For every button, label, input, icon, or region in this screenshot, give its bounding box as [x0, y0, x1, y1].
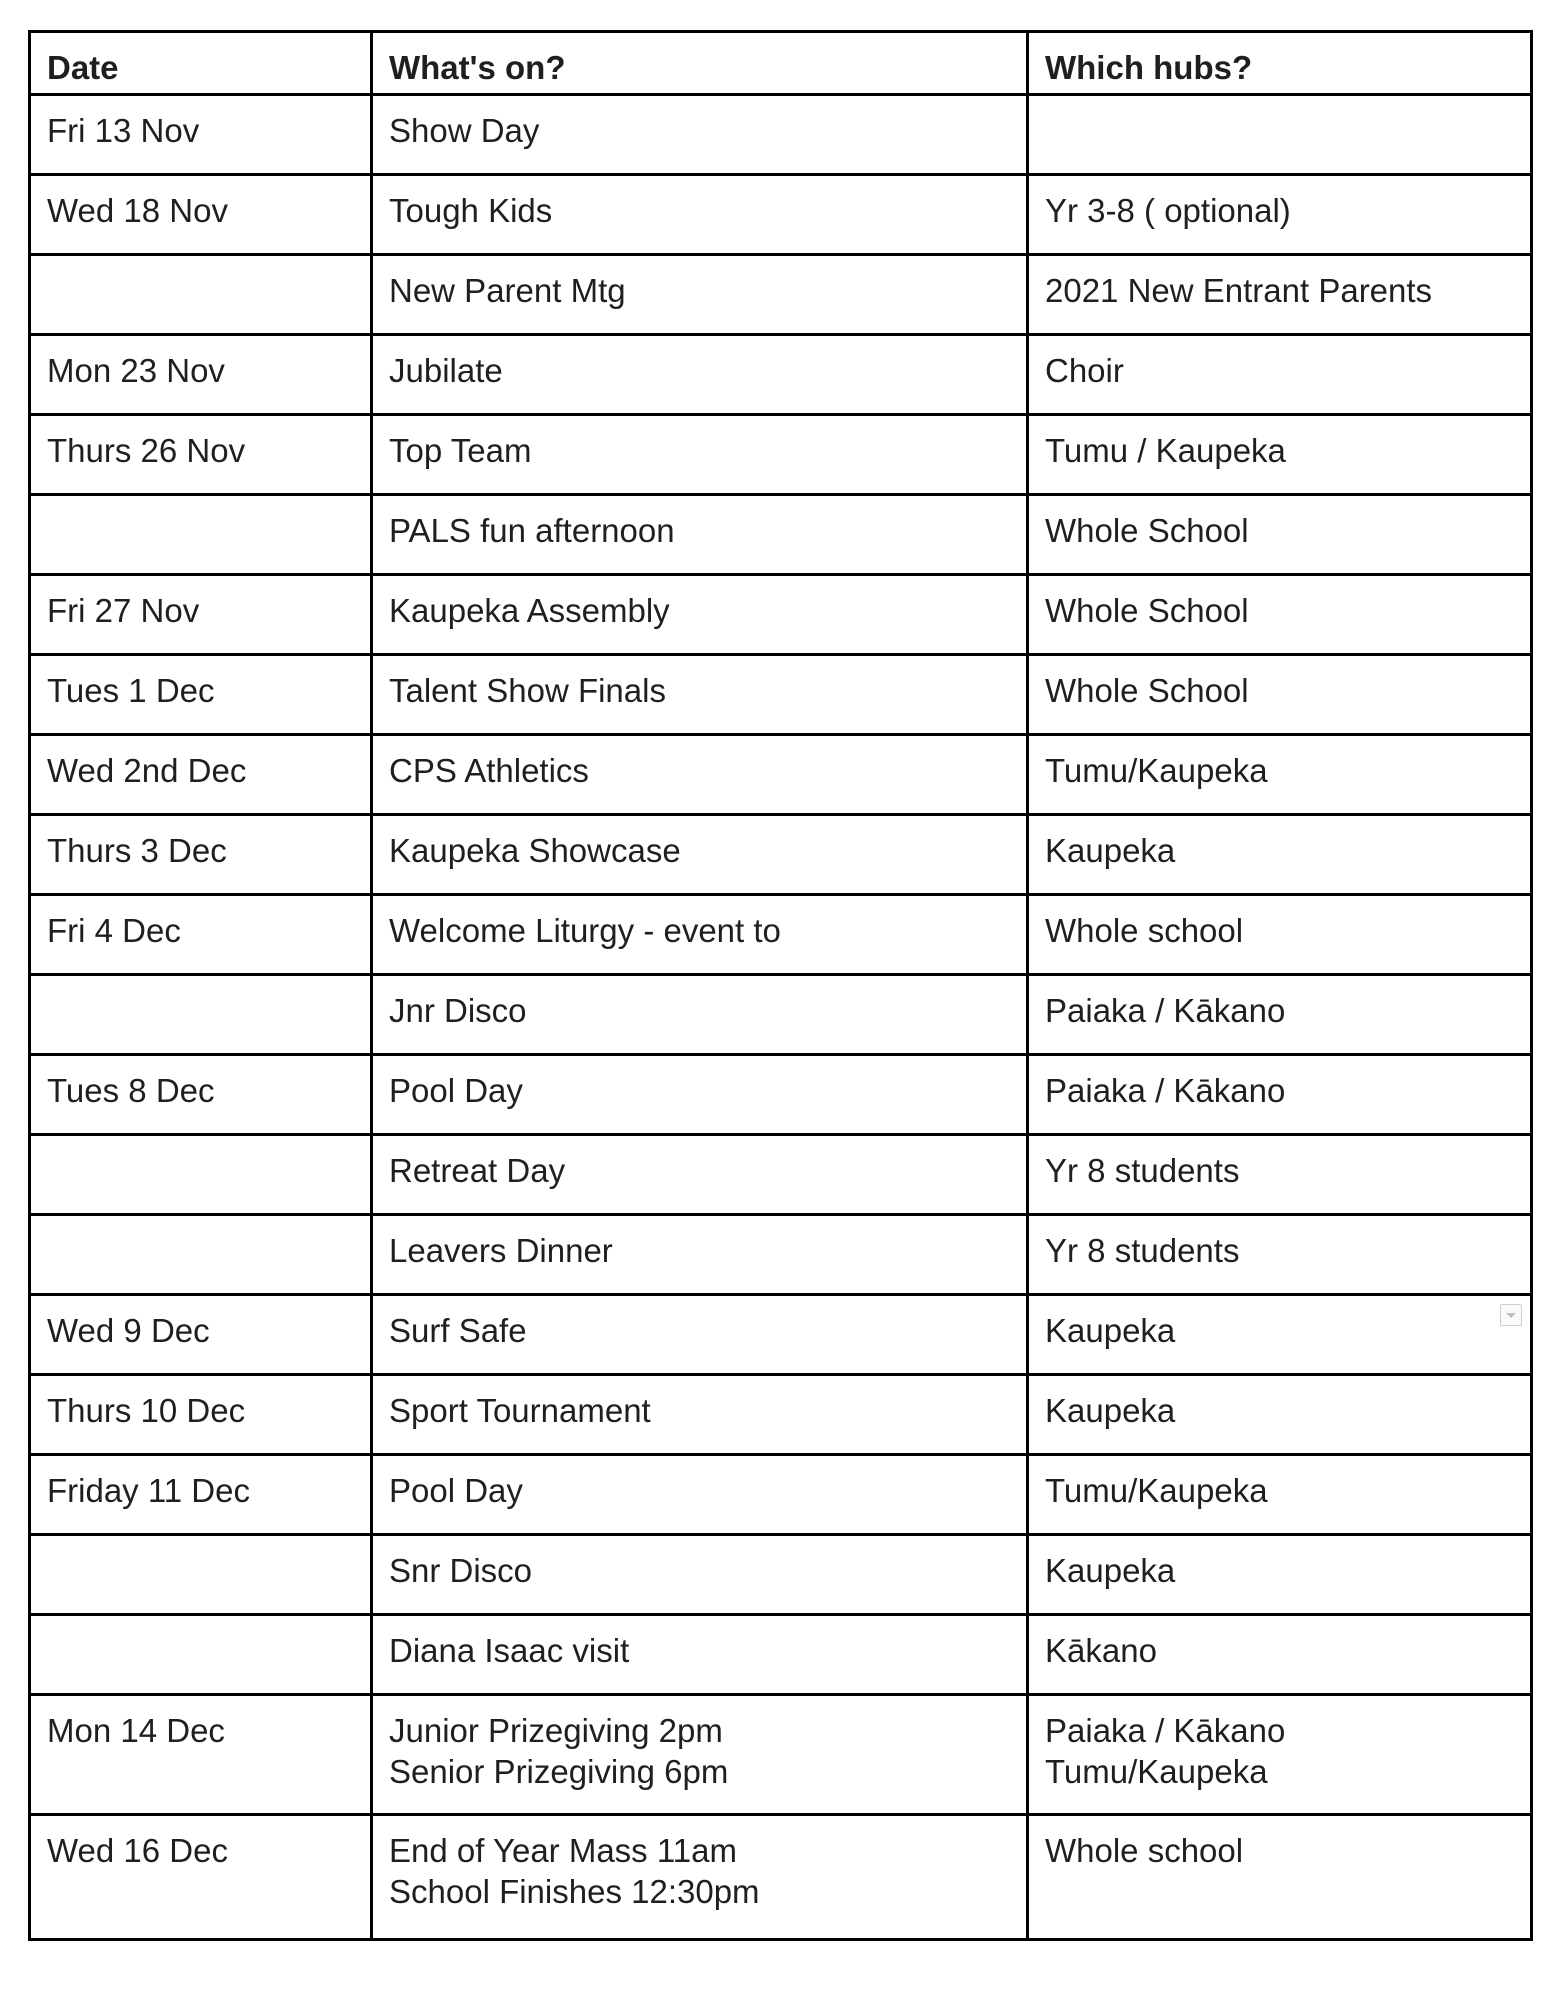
table-row [30, 815, 1532, 895]
table-row [30, 1455, 1532, 1535]
whats-on-cell: Junior Prizegiving 2pm Senior Prizegiving 6pm [372, 1695, 1028, 1815]
table-row [30, 575, 1532, 655]
whats-on-cell: Jubilate [372, 335, 1028, 415]
date-cell: Thurs 10 Dec [30, 1375, 372, 1455]
date-cell: Wed 2nd Dec [30, 735, 372, 815]
hubs-cell: Paiaka / Kākano Tumu/Kaupeka [1028, 1695, 1532, 1815]
whats-on-cell: Pool Day [372, 1055, 1028, 1135]
table-row [30, 1135, 1532, 1215]
hubs-cell: 2021 New Entrant Parents [1028, 255, 1532, 335]
whats-on-cell: CPS Athletics [372, 735, 1028, 815]
events-table [28, 30, 1533, 1941]
whats-on-cell: New Parent Mtg [372, 255, 1028, 335]
whats-on-cell: Welcome Liturgy - event to [372, 895, 1028, 975]
hubs-cell: Yr 8 students [1028, 1215, 1532, 1295]
header-whats-on: What's on? [372, 32, 1028, 95]
hubs-cell: Tumu / Kaupeka [1028, 415, 1532, 495]
table-row [30, 1055, 1532, 1135]
table-row [30, 1695, 1532, 1815]
table-row [30, 1615, 1532, 1695]
hubs-cell [1028, 95, 1532, 175]
table-row [30, 1215, 1532, 1295]
whats-on-cell: Diana Isaac visit [372, 1615, 1028, 1695]
hubs-cell: Paiaka / Kākano [1028, 975, 1532, 1055]
date-cell: Fri 27 Nov [30, 575, 372, 655]
hubs-cell: Paiaka / Kākano [1028, 1055, 1532, 1135]
date-cell [30, 1215, 372, 1295]
table-row [30, 495, 1532, 575]
hubs-cell: Whole School [1028, 495, 1532, 575]
date-cell: Wed 16 Dec [30, 1815, 372, 1940]
date-cell [30, 1135, 372, 1215]
hubs-cell: Tumu/Kaupeka [1028, 1455, 1532, 1535]
hubs-cell: Kaupeka [1028, 1535, 1532, 1615]
date-cell: Thurs 3 Dec [30, 815, 372, 895]
table-row [30, 735, 1532, 815]
date-cell [30, 975, 372, 1055]
table-row [30, 1375, 1532, 1455]
table-row [30, 975, 1532, 1055]
dropdown-filter-icon[interactable] [1500, 1304, 1522, 1326]
hubs-cell: Kaupeka [1028, 815, 1532, 895]
date-cell: Mon 14 Dec [30, 1695, 372, 1815]
whats-on-cell: Jnr Disco [372, 975, 1028, 1055]
whats-on-cell: Show Day [372, 95, 1028, 175]
table-row [30, 1535, 1532, 1615]
date-cell: Thurs 26 Nov [30, 415, 372, 495]
hubs-cell: Kākano [1028, 1615, 1532, 1695]
hubs-cell: Yr 3-8 ( optional) [1028, 175, 1532, 255]
whats-on-cell: Top Team [372, 415, 1028, 495]
date-cell [30, 1615, 372, 1695]
hubs-cell: Kaupeka [1028, 1375, 1532, 1455]
table-row [30, 175, 1532, 255]
hubs-cell: Tumu/Kaupeka [1028, 735, 1532, 815]
date-cell: Friday 11 Dec [30, 1455, 372, 1535]
whats-on-cell: Leavers Dinner [372, 1215, 1028, 1295]
table-row [30, 335, 1532, 415]
header-date: Date [30, 32, 372, 95]
header-which-hubs: Which hubs? [1028, 32, 1532, 95]
whats-on-cell: Pool Day [372, 1455, 1028, 1535]
date-cell: Wed 9 Dec [30, 1295, 372, 1375]
hubs-cell: Whole school [1028, 1815, 1532, 1940]
date-cell: Fri 13 Nov [30, 95, 372, 175]
date-cell: Tues 8 Dec [30, 1055, 372, 1135]
hubs-cell: Whole School [1028, 655, 1532, 735]
table-row [30, 1815, 1532, 1940]
whats-on-cell: End of Year Mass 11am School Finishes 12:30pm [372, 1815, 1028, 1940]
date-cell: Tues 1 Dec [30, 655, 372, 735]
whats-on-cell: Tough Kids [372, 175, 1028, 255]
date-cell: Fri 4 Dec [30, 895, 372, 975]
date-cell [30, 495, 372, 575]
whats-on-cell: Talent Show Finals [372, 655, 1028, 735]
hubs-cell: Whole School [1028, 575, 1532, 655]
hubs-cell: Kaupeka [1028, 1295, 1532, 1375]
date-cell: Wed 18 Nov [30, 175, 372, 255]
whats-on-cell: Kaupeka Showcase [372, 815, 1028, 895]
whats-on-cell: Retreat Day [372, 1135, 1028, 1215]
table-row [30, 655, 1532, 735]
table-row [30, 1295, 1532, 1375]
whats-on-cell: Sport Tournament [372, 1375, 1028, 1455]
hubs-cell: Choir [1028, 335, 1532, 415]
whats-on-cell: Snr Disco [372, 1535, 1028, 1615]
date-cell [30, 1535, 372, 1615]
date-cell [30, 255, 372, 335]
whats-on-cell: Surf Safe [372, 1295, 1028, 1375]
table-row [30, 95, 1532, 175]
table-row [30, 895, 1532, 975]
whats-on-cell: Kaupeka Assembly [372, 575, 1028, 655]
hubs-cell: Yr 8 students [1028, 1135, 1532, 1215]
table-row [30, 255, 1532, 335]
whats-on-cell: PALS fun afternoon [372, 495, 1028, 575]
hubs-cell: Whole school [1028, 895, 1532, 975]
date-cell: Mon 23 Nov [30, 335, 372, 415]
table-row [30, 415, 1532, 495]
header-row [30, 32, 1532, 95]
